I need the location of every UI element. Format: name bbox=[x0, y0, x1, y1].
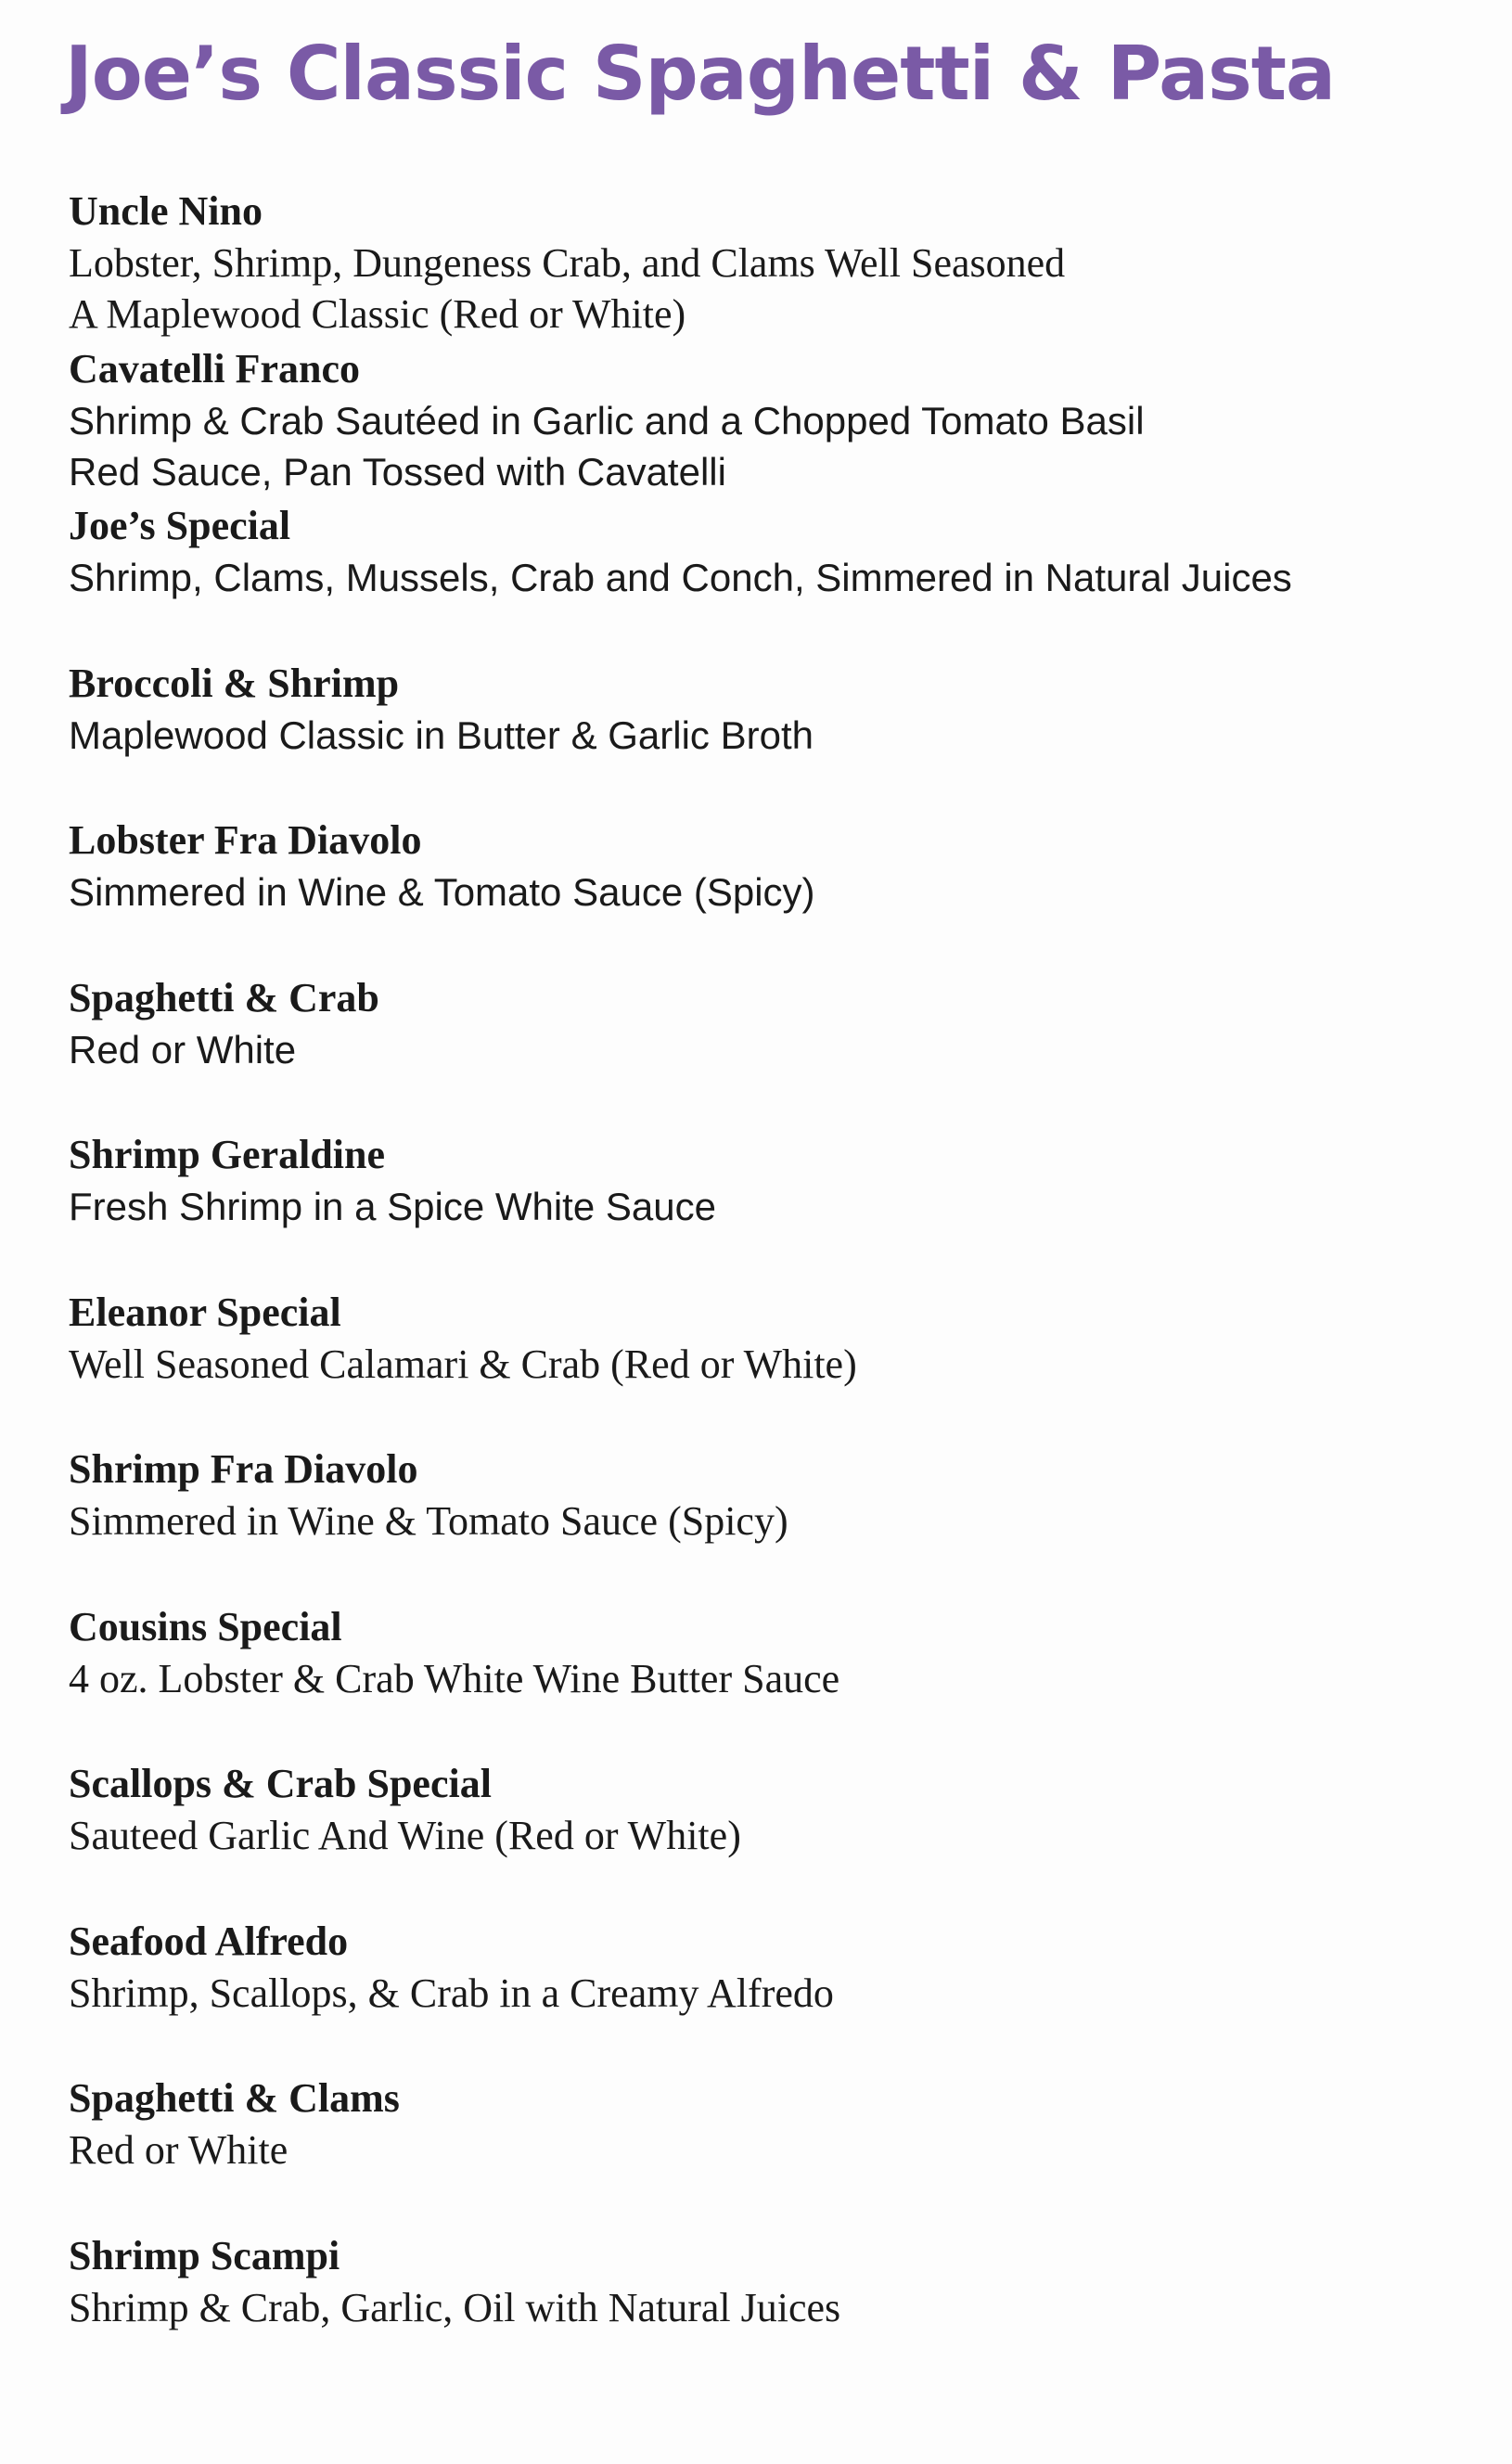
menu-item bbox=[69, 500, 1460, 658]
menu-item bbox=[69, 2073, 1460, 2230]
menu-item-name: Cousins Special bbox=[69, 1603, 342, 1649]
menu-item-description: Red or White bbox=[69, 2127, 288, 2173]
menu-item-list bbox=[69, 186, 1460, 2387]
menu-item-name: Seafood Alfredo bbox=[69, 1918, 349, 1964]
menu-item-name: Cavatelli Franco bbox=[69, 345, 361, 391]
menu-item-name: Lobster Fra Diavolo bbox=[69, 817, 422, 863]
menu-item bbox=[69, 815, 1460, 972]
menu-item-description: Red or White bbox=[69, 1027, 297, 1072]
menu-item bbox=[69, 972, 1460, 1130]
menu-item-name: Joe’s Special bbox=[69, 503, 291, 548]
menu-item-description: Sauteed Garlic And Wine (Red or White) bbox=[69, 1813, 741, 1858]
menu-item-description: 4 oz. Lobster & Crab White Wine Butter Sauce bbox=[69, 1655, 840, 1701]
menu-item-name: Shrimp Scampi bbox=[69, 2232, 340, 2278]
menu-item-name: Shrimp Fra Diavolo bbox=[69, 1446, 418, 1492]
menu-item-name: Scallops & Crab Special bbox=[69, 1761, 492, 1806]
menu-item-description: Simmered in Wine & Tomato Sauce (Spicy) bbox=[69, 1498, 788, 1544]
menu-title: Joe’s Classic Spaghetti & Pasta bbox=[65, 31, 1335, 117]
menu-item-name: Broccoli & Shrimp bbox=[69, 660, 400, 706]
menu-item-name: Spaghetti & Clams bbox=[69, 2075, 400, 2121]
menu-item bbox=[69, 1444, 1460, 1601]
menu-item-description: Shrimp & Crab Sautéed in Garlic and a Chopped Tomato Basil bbox=[69, 398, 1145, 443]
menu-item-description: Red Sauce, Pan Tossed with Cavatelli bbox=[69, 449, 726, 494]
menu-item-description: Well Seasoned Calamari & Crab (Red or White) bbox=[69, 1341, 857, 1387]
menu-item-name: Eleanor Special bbox=[69, 1289, 341, 1335]
menu-item bbox=[69, 1129, 1460, 1287]
menu-item bbox=[69, 1758, 1460, 1916]
menu-item bbox=[69, 2230, 1460, 2388]
menu-item-name: Shrimp Geraldine bbox=[69, 1132, 386, 1177]
menu-item bbox=[69, 1916, 1460, 2073]
menu-item-description: Shrimp & Crab, Garlic, Oil with Natural Juices bbox=[69, 2284, 841, 2330]
menu-item bbox=[69, 186, 1460, 343]
menu-item-description: Shrimp, Scallops, & Crab in a Creamy Alfredo bbox=[69, 1970, 834, 2016]
menu-item bbox=[69, 1287, 1460, 1444]
menu-item bbox=[69, 343, 1460, 501]
menu-item-description: Simmered in Wine & Tomato Sauce (Spicy) bbox=[69, 870, 815, 914]
menu-item-name: Spaghetti & Crab bbox=[69, 974, 379, 1020]
menu-item-description: Shrimp, Clams, Mussels, Crab and Conch, Simmered in Natural Juices bbox=[69, 556, 1292, 599]
menu-item-description: Fresh Shrimp in a Spice White Sauce bbox=[69, 1185, 716, 1228]
menu-item bbox=[69, 1601, 1460, 1759]
menu-item-description: Lobster, Shrimp, Dungeness Crab, and Clams Well Seasoned bbox=[69, 240, 1066, 286]
menu-item-description: A Maplewood Classic (Red or White) bbox=[69, 291, 686, 337]
menu-item-description: Maplewood Classic in Butter & Garlic Broth bbox=[69, 712, 814, 757]
menu-item bbox=[69, 658, 1460, 815]
menu-item-name: Uncle Nino bbox=[69, 188, 263, 234]
